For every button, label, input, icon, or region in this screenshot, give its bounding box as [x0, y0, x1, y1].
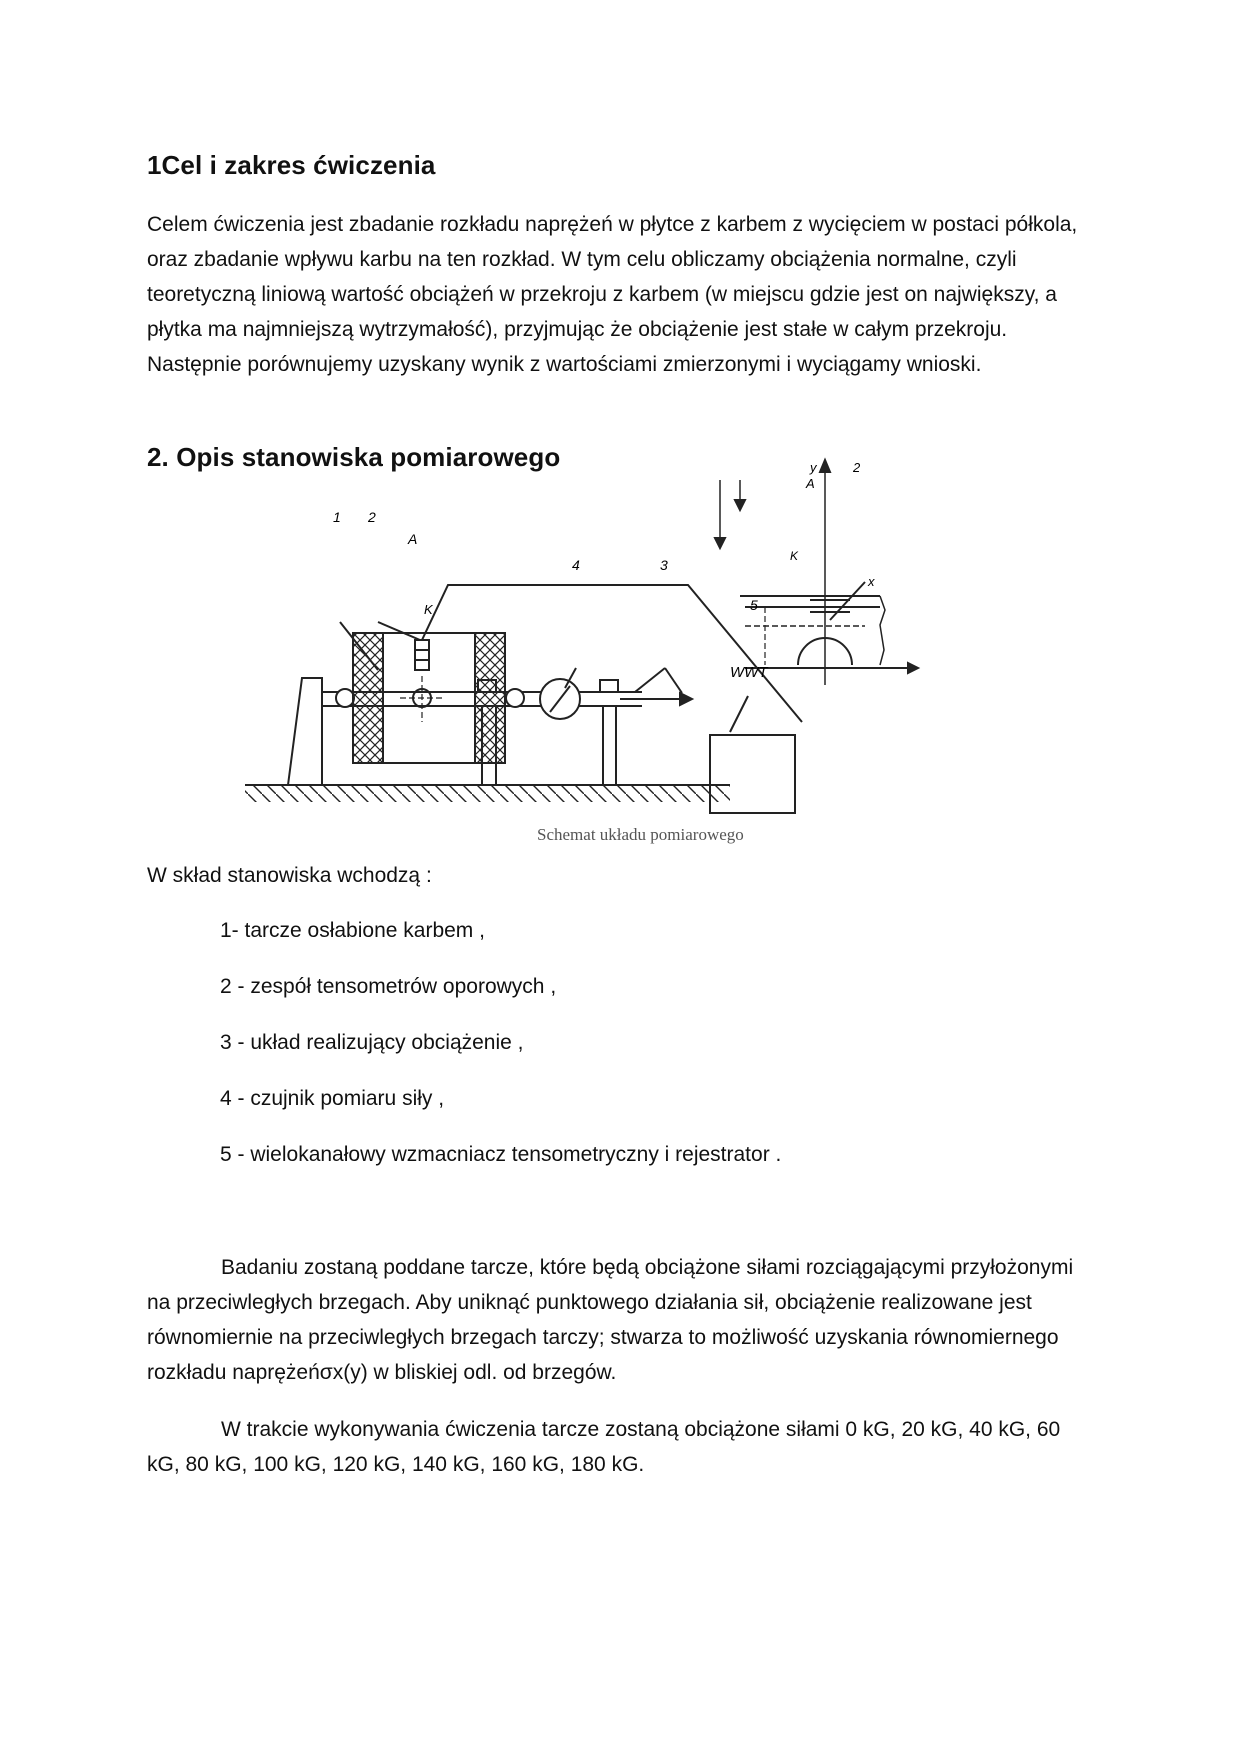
right-pin — [506, 689, 524, 707]
component-item-3: 3 - układ realizujący obciążenie , — [220, 1031, 524, 1054]
label-1: 1 — [333, 509, 341, 525]
ground-hatch — [245, 786, 730, 802]
section-1-title: 1Cel i zakres ćwiczenia — [147, 150, 436, 180]
left-pin — [336, 689, 354, 707]
label-3: 3 — [660, 557, 668, 573]
label-K2: K — [790, 549, 799, 563]
label-y: y — [810, 460, 817, 475]
label-A: A — [408, 531, 418, 547]
strain-gauge-set — [415, 640, 429, 670]
section-2-title: 2. Opis stanowiska pomiarowego — [147, 442, 561, 472]
label-2b: 2 — [853, 460, 861, 475]
section-1-body: Celem ćwiczenia jest zbadanie rozkładu naprężeń w płytce z karbem z wycięciem w postaci półkola, oraz zbadanie wpływu karbu na ten rozkład. W tym celu obliczamy obciążenia normalne, czyli teoretyczną liniową wartość obciążeń w przekroju z karbem (w miejscu gdzie jest on największy, a płytka ma najmniejszą wytrzymałość), przyjmując że obciążenie jest stałe w całym przekroju. Następnie porównujemy uzyskany wynik z wartościami zmierzonymi i wyciągamy wnioski. — [147, 213, 1078, 376]
component-item-5: 5 - wielokanałowy wzmacniacz tensometryczny i rejestrator . — [220, 1143, 782, 1166]
left-grip — [353, 633, 383, 763]
right-grip — [475, 633, 505, 763]
measurement-setup-diagram — [220, 460, 1010, 830]
figure-caption: Schemat układu pomiarowego — [537, 825, 744, 844]
label-wwt: WWT — [730, 664, 768, 681]
components-intro: W skład stanowiska wchodzą : — [147, 864, 432, 887]
label-2: 2 — [368, 509, 376, 525]
label-4: 4 — [572, 557, 580, 573]
component-item-2: 2 - zespół tensometrów oporowych , — [220, 975, 557, 998]
component-item-1: 1- tarcze osłabione karbem , — [220, 919, 485, 942]
label-A2: A — [806, 476, 815, 491]
label-5: 5 — [750, 597, 758, 613]
paragraph-forces: W trakcie wykonywania ćwiczenia tarcze zostaną obciążone siłami 0 kG, 20 kG, 40 kG, 60 kG, 80 kG, 100 kG, 120 kG, 140 kG, 160 kG, 180 kG. — [147, 1418, 1061, 1476]
component-item-4: 4 - czujnik pomiaru siły , — [220, 1087, 445, 1110]
label-K: K — [424, 602, 433, 617]
paragraph-loading: Badaniu zostaną poddane tarcze, które będą obciążone siłami rozciągającymi przyłożonymi na przeciwległych brzegach. Aby uniknąć punktowego działania sił, obciążenie realizowane jest równomiernie na przeciwległych brzegach tarczy; stwarza to możliwość uzyskania równomiernego rozkładu naprężeńσx(y) w bliskiej odl. od brzegów. — [147, 1256, 1074, 1384]
label-x: x — [868, 574, 875, 589]
left-support — [288, 678, 322, 785]
